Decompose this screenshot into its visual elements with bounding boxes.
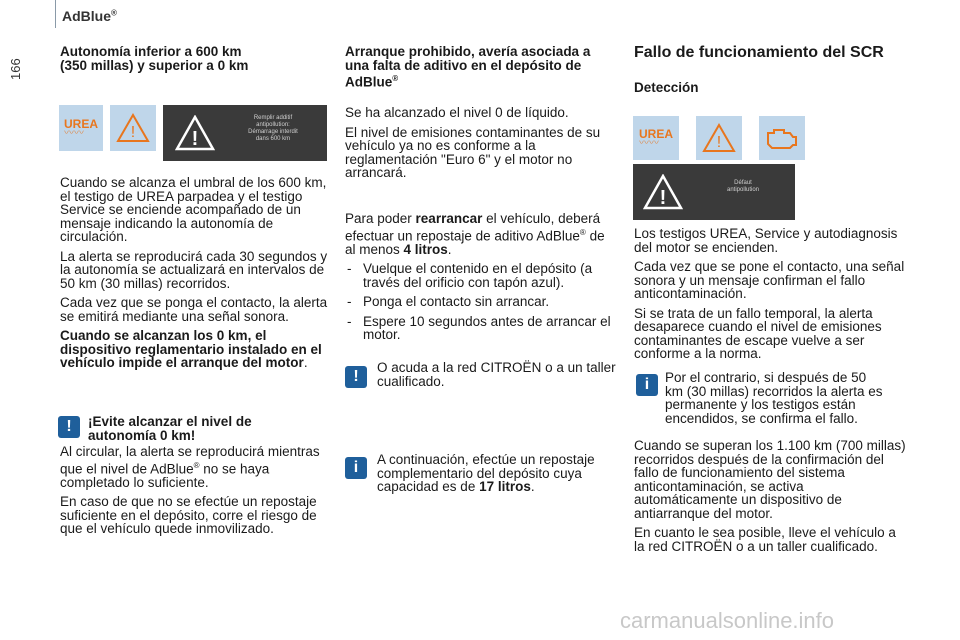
col1-body-2 [60, 445, 330, 542]
col3-body-2 [634, 439, 906, 559]
column-middle [345, 45, 617, 89]
steps-list [345, 262, 617, 342]
warning-exclamation-icon: ! [58, 416, 80, 438]
col3-paragraph: Cuando se superan los 1.100 km (700 millas) recorridos después de la confirmación del fallo de funcionamiento del sistema anticontaminación, se activa automáticamente un dispositivo de antiarranque del motor. [634, 438, 906, 521]
svg-text:!: ! [716, 134, 722, 151]
col1-paragraph-bold: Cuando se alcanzan los 0 km, el dispositivo reglamentario instalado en el vehículo impide el arranque del motor. [60, 328, 322, 370]
col3-heading: Fallo de funcionamiento del SCR [634, 44, 884, 61]
col3-subheading: Detección [634, 80, 699, 95]
dashboard-message-display [163, 105, 327, 161]
warn-title: ¡Evite alcanzar el nivel de autonomía 0 km! [88, 414, 252, 443]
col1-body [60, 176, 330, 376]
info-icon: i [636, 374, 658, 396]
service-warning-icon [110, 105, 156, 151]
header-divider [55, 0, 56, 28]
col3-paragraph: Los testigos UREA, Service y autodiagnosis del motor se encienden. [634, 226, 898, 255]
col3-subheading-wrap [634, 81, 904, 95]
section-title: AdBlue® [62, 8, 117, 24]
col1-paragraph: La alerta se reproducirá cada 30 segundos y la autonomía se actualizará en intervalos de 50 km (30 millas) recorridos. [60, 248, 328, 291]
svg-text:!: ! [191, 128, 199, 150]
col2-paragraph: Para poder rearrancar el vehículo, deberá efectuar un repostaje de aditivo AdBlue® de al menos 4 litros. [345, 211, 605, 257]
col2-body-2 [345, 212, 617, 348]
col1-heading: Autonomía inferior a 600 km (350 millas) y superior a 0 km [60, 44, 249, 73]
col3-info-text: Por el contrario, si después de 50 km (30 millas) recorridos la alerta es permanente y los testigos están encendidos, se confirma el fallo. [665, 370, 883, 426]
column-left [60, 45, 330, 72]
col3-body [634, 227, 906, 367]
svg-text:!: ! [130, 124, 136, 141]
engine-check-icon [759, 116, 805, 160]
warning-triangle-icon [643, 174, 683, 210]
col1-paragraph: Cuando se alcanza el umbral de los 600 km, el testigo de UREA parpadea y el testigo Service se enciende acompañado de un mensaje indicando la autonomía de circulación. [60, 175, 327, 244]
col2-body [345, 106, 610, 186]
watermark: carmanualsonline.info [620, 608, 835, 633]
list-item: - Ponga el contacto sin arrancar. [345, 295, 617, 309]
list-item: - Espere 10 segundos antes de arrancar el motor. [345, 315, 617, 342]
urea-warning-icon: UREA 〰〰 [59, 105, 103, 151]
col2-info-text: A continuación, efectúe un repostaje complementario del depósito cuya capacidad es de 17 litros. [377, 452, 595, 494]
column-right [634, 45, 904, 61]
col1-paragraph: Cada vez que se ponga el contacto, la alerta se emitirá mediante una señal sonora. [60, 295, 328, 324]
col1-paragraph: En caso de que no se efectúe un repostaje suficiente en el depósito, corre el riesgo de que el vehículo quede inmovilizado. [60, 494, 317, 536]
dashboard-message-display [633, 164, 795, 220]
col3-paragraph: En cuanto le sea posible, lleve el vehículo a la red CITROËN o a un taller cualificado. [634, 525, 896, 554]
col3-paragraph: Cada vez que se pone el contacto, una señal sonora y un mensaje confirman el fallo anticontaminación. [634, 259, 905, 301]
warning-exclamation-icon: ! [345, 366, 367, 388]
col2-paragraph: Se ha alcanzado el nivel 0 de líquido. [345, 105, 569, 120]
info-icon: i [345, 457, 367, 479]
warning-triangle-icon [175, 115, 215, 151]
dashboard-message-text: Remplir additif antipollution: Démarrage interdit dans 600 km [248, 115, 298, 142]
col2-warn-text: O acuda a la red CITROËN o a un taller cualificado. [377, 360, 616, 389]
dashboard-message-text: Défaut antipollution [726, 180, 760, 193]
col3-paragraph: Si se trata de un fallo temporal, la alerta desaparece cuando el nivel de emisiones contaminantes de escape vuelve a ser conforme a la norma. [634, 305, 882, 361]
service-warning-icon [696, 116, 742, 160]
col2-paragraph: El nivel de emisiones contaminantes de su vehículo ya no es conforme a la reglamentación "Euro 6" y el motor no arrancará. [345, 124, 601, 180]
col1-paragraph: Al circular, la alerta se reproducirá mientras que el nivel de AdBlue® no se haya completado lo suficiente. [60, 444, 320, 490]
page-number: 166 [8, 58, 23, 80]
col2-heading: Arranque prohibido, avería asociada a una falta de aditivo en el depósito de AdBlue® [345, 44, 591, 90]
list-item: - Vuelque el contenido en el depósito (a través del orificio con tapón azul). [345, 262, 617, 289]
svg-text:!: ! [659, 187, 667, 209]
urea-warning-icon: UREA 〰〰 [633, 116, 679, 160]
